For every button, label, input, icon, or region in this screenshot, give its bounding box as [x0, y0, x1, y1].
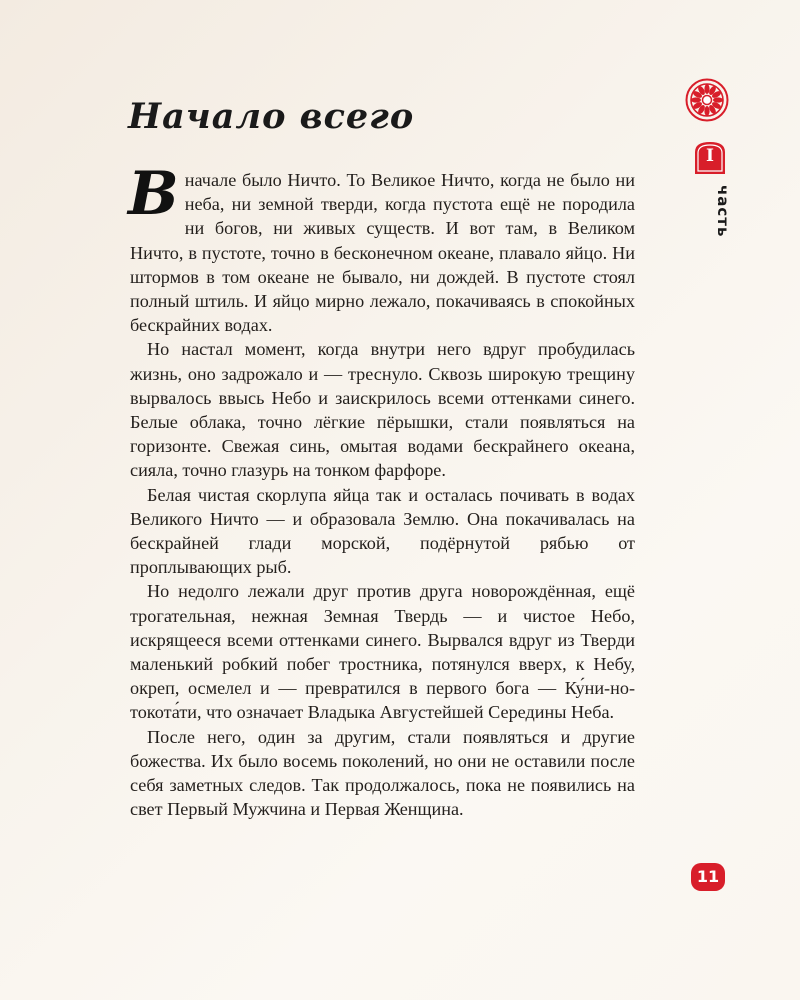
paragraph [128, 159, 635, 337]
chapter-title: Начало всего [128, 96, 415, 137]
paragraph: После него, один за другим, стали появляться и другие божества. Их было восемь поколений, но они не оставили после себя заметных следов. Так продолжалось, пока не появились на свет Первый Мужчина и Первая Женщина. [130, 726, 635, 820]
page-number: 11 [691, 863, 725, 891]
part-label: часть [714, 185, 732, 238]
chapter-body [128, 159, 635, 821]
chrysanthemum-crest-icon [685, 78, 729, 122]
paragraph-text: начале было Ничто. То Великое Ничто, когда не было ни неба, ни земной тверди, когда пустота ещё не породила ни богов, ни живых существ. И вот там, в Великом Ничто, в пустоте, точно в бесконечном океане, плавало яйцо. Ни штормов в том океане не бывало, ни дождей. В пустоте стоял полный штиль. И яйцо мирно лежало, покачиваясь в спокойных бескрайних водах. [130, 170, 635, 336]
paragraph: Но настал момент, когда внутри него вдруг пробудилась жизнь, оно задрожало и — треснуло. Сквозь широкую трещину вырвалось ввысь Небо и заискрилось всеми оттенками синего. Белые облака, точно лёгкие пёрышки, стали появляться на горизонте. Свежая синь, омытая водами бескрайнего океана, сияла, точно глазурь на тонком фарфоре. [130, 339, 635, 481]
drop-cap: В [128, 159, 179, 229]
paragraph: Белая чистая скорлупа яйца так и осталась почивать в водах Великого Ничто — и образовала Землю. Она покачивалась на бескрайней глади морской, подёрнутой рябью от проплывающих рыб. [130, 484, 635, 578]
part-numeral: I [706, 146, 714, 166]
paragraph: Но недолго лежали друг против друга новорождённая, ещё трогательная, нежная Земная Твердь — и чистое Небо, искрящееся всеми оттенками синего. Вырвался вдруг из Тверди маленький робкий побег тростника, потянулся вверх, к Небу, окреп, осмелел и — превратился в первого бога — Ку́ни-но-токота́ти, что означает Владыка Августейшей Середины Неба. [130, 581, 635, 723]
